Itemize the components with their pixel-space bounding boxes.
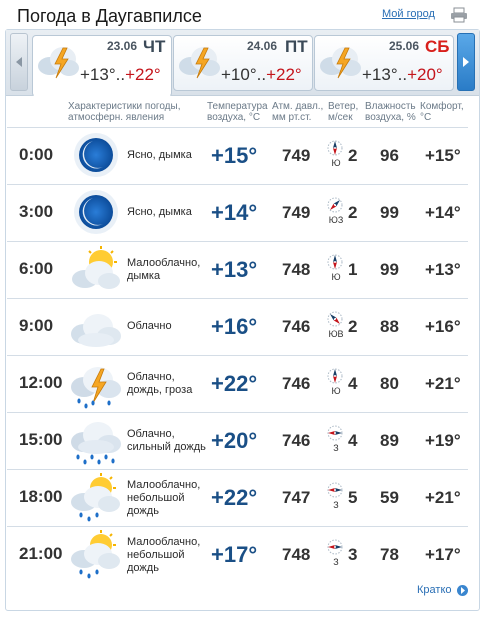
- table-row: [7, 412, 468, 469]
- cloud-thunder-icon: [177, 40, 221, 80]
- row-comfort: +21°: [425, 374, 461, 393]
- day-tab-3[interactable]: [314, 35, 454, 91]
- wind-direction: [327, 482, 347, 516]
- arrow-right-icon[interactable]: [457, 585, 468, 596]
- wind-direction: [327, 197, 347, 231]
- row-humidity: 99: [380, 203, 399, 222]
- day-tabs: [6, 30, 479, 96]
- row-description: Облачно, сильный дождь: [127, 428, 206, 453]
- wind-rose-icon: [327, 425, 343, 441]
- wind-dir-label: З: [333, 443, 339, 453]
- day-low: +10°: [221, 65, 257, 84]
- moon-icon: [69, 188, 123, 238]
- row-humidity: 89: [380, 431, 399, 450]
- moon-icon: [69, 131, 123, 181]
- wind-rose-icon: [327, 368, 343, 384]
- row-temperature: +14°: [211, 200, 258, 225]
- row-temperature: +22°: [211, 485, 258, 510]
- wind-dir-label: Ю: [331, 386, 341, 396]
- day-range-sep: ..: [256, 65, 267, 84]
- row-time: 21:00: [19, 544, 63, 563]
- table-row: [7, 355, 468, 412]
- table-row: [7, 298, 468, 355]
- cloud-icon: [69, 302, 123, 352]
- row-wind-speed: 3: [348, 545, 358, 564]
- row-temperature: +20°: [211, 428, 258, 453]
- row-description: Малооблачно, дымка: [127, 257, 201, 282]
- day-low: +13°: [80, 65, 116, 84]
- row-time: 0:00: [19, 145, 54, 164]
- row-time: 6:00: [19, 259, 54, 278]
- wind-dir-label: Ю: [331, 158, 341, 168]
- row-description: Облачно: [127, 320, 172, 332]
- wind-direction: [327, 425, 347, 459]
- wind-dir-label: З: [333, 557, 339, 567]
- my-city-link[interactable]: Мой город: [382, 8, 435, 20]
- day-date: 25.06: [389, 39, 420, 53]
- cloud-thunder-icon: [36, 40, 80, 80]
- header-humidity: Влажность воздуха, %: [365, 101, 416, 123]
- row-temperature: +13°: [211, 257, 258, 282]
- row-pressure: 746: [282, 431, 311, 450]
- row-description: Ясно, дымка: [127, 206, 192, 218]
- row-comfort: +17°: [425, 545, 461, 564]
- sun-cloud-icon: [69, 245, 123, 295]
- header-pressure: Атм. давл., мм рт.ст.: [272, 101, 324, 123]
- row-temperature: +17°: [211, 542, 258, 567]
- day-temps: [221, 65, 302, 85]
- day-tab-1[interactable]: [32, 35, 172, 97]
- row-comfort: +15°: [425, 146, 461, 165]
- cloud-rain-icon: [69, 416, 123, 466]
- row-pressure: 748: [282, 260, 311, 279]
- page-title: Погода в Даугавпилсе: [17, 6, 202, 26]
- wind-direction: [327, 140, 347, 174]
- day-temps: [362, 65, 443, 85]
- wind-rose-icon: [327, 311, 343, 327]
- row-pressure: 749: [282, 203, 311, 222]
- row-time: 15:00: [19, 430, 63, 449]
- row-description: Облачно, дождь, гроза: [127, 371, 193, 396]
- row-wind-speed: 2: [348, 146, 358, 165]
- cloud-thunder-rain-icon: [69, 359, 123, 409]
- day-weekday: СБ: [425, 37, 450, 56]
- row-time: 9:00: [19, 316, 54, 335]
- day-high: +20°: [407, 65, 443, 84]
- row-pressure: 746: [282, 317, 311, 336]
- header-conditions: Характеристики погоды, атмосферн. явления: [68, 101, 181, 123]
- row-comfort: +16°: [425, 317, 461, 336]
- row-comfort: +14°: [425, 203, 461, 222]
- table-row: [7, 526, 468, 583]
- row-wind-speed: 2: [348, 203, 358, 222]
- row-wind-speed: 1: [348, 260, 358, 279]
- wind-rose-icon: [327, 539, 343, 555]
- row-description: Ясно, дымка: [127, 149, 192, 161]
- table-row: [7, 127, 468, 184]
- row-temperature: +16°: [211, 314, 258, 339]
- row-pressure: 747: [282, 488, 311, 507]
- row-wind-speed: 2: [348, 317, 358, 336]
- row-humidity: 96: [380, 146, 399, 165]
- day-low: +13°: [362, 65, 398, 84]
- row-pressure: 746: [282, 374, 311, 393]
- next-days-button[interactable]: [457, 33, 475, 91]
- table-row: [7, 469, 468, 526]
- day-weekday: ЧТ: [143, 37, 166, 56]
- row-temperature: +22°: [211, 371, 258, 396]
- wind-rose-icon: [327, 140, 343, 156]
- brief-link[interactable]: Кратко: [417, 584, 452, 596]
- wind-direction: [327, 254, 347, 288]
- row-humidity: 88: [380, 317, 399, 336]
- sun-cloud-rain-icon: [69, 530, 123, 580]
- day-high: +22°: [266, 65, 302, 84]
- row-wind-speed: 5: [348, 488, 358, 507]
- row-temperature: +15°: [211, 143, 258, 168]
- row-comfort: +21°: [425, 488, 461, 507]
- wind-dir-label: ЮВ: [328, 329, 344, 339]
- wind-direction: [327, 311, 347, 345]
- header-comfort: Комфорт, °С: [420, 101, 464, 123]
- wind-dir-label: З: [333, 500, 339, 510]
- header-wind: Ветер, м/сек: [328, 101, 359, 123]
- day-range-sep: ..: [397, 65, 408, 84]
- day-temps: [80, 65, 161, 85]
- row-humidity: 80: [380, 374, 399, 393]
- row-humidity: 59: [380, 488, 399, 507]
- row-humidity: 78: [380, 545, 399, 564]
- printer-icon[interactable]: [450, 7, 468, 23]
- wind-rose-icon: [327, 254, 343, 270]
- row-description: Малооблачно, небольшой дождь: [127, 536, 201, 574]
- row-wind-speed: 4: [348, 431, 358, 450]
- row-time: 18:00: [19, 487, 63, 506]
- wind-rose-icon: [327, 482, 343, 498]
- table-row: [7, 184, 468, 241]
- row-pressure: 748: [282, 545, 311, 564]
- row-humidity: 99: [380, 260, 399, 279]
- day-date: 23.06: [107, 39, 138, 53]
- row-comfort: +19°: [425, 431, 461, 450]
- wind-dir-label: ЮЗ: [328, 215, 344, 225]
- wind-rose-icon: [327, 197, 343, 213]
- prev-days-button[interactable]: [10, 33, 28, 91]
- table-row: [7, 241, 468, 298]
- row-comfort: +13°: [425, 260, 461, 279]
- row-wind-speed: 4: [348, 374, 358, 393]
- row-time: 12:00: [19, 373, 63, 392]
- day-date: 24.06: [247, 39, 278, 53]
- day-high: +22°: [125, 65, 161, 84]
- sun-cloud-rain-icon: [69, 473, 123, 523]
- wind-direction: [327, 368, 347, 402]
- row-pressure: 749: [282, 146, 311, 165]
- day-weekday: ПТ: [285, 37, 308, 56]
- row-time: 3:00: [19, 202, 54, 221]
- row-description: Малооблачно, небольшой дождь: [127, 479, 201, 517]
- wind-dir-label: Ю: [331, 272, 341, 282]
- cloud-thunder-icon: [318, 40, 362, 80]
- day-tab-2[interactable]: [173, 35, 313, 91]
- day-range-sep: ..: [115, 65, 126, 84]
- wind-direction: [327, 539, 347, 573]
- header-temperature: Температура воздуха, °С: [207, 101, 268, 123]
